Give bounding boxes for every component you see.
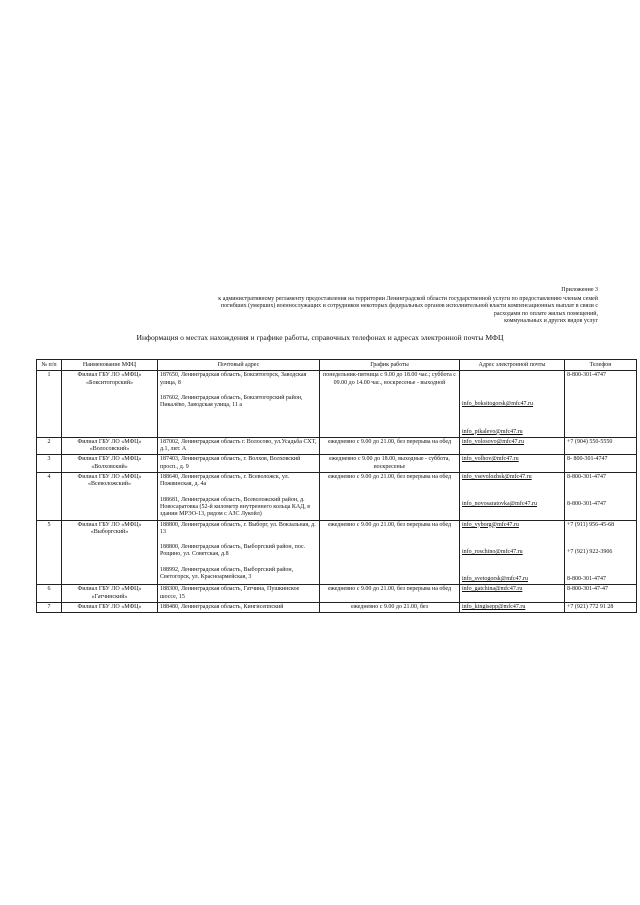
email-link[interactable]: info_volhov@mfc47.ru <box>462 456 519 463</box>
table-header-row <box>37 360 637 371</box>
phone-cell <box>565 603 637 613</box>
postal-address-cell <box>158 473 320 520</box>
email-cell <box>460 603 565 613</box>
email-cell <box>460 437 565 455</box>
postal-address: 188480, Ленинградская область, Кингисеппский <box>160 604 284 611</box>
phone-number: +7 (921) 922-3906 <box>567 548 613 555</box>
phone-cell <box>565 437 637 455</box>
phone-number: 8-800-301-4747 <box>567 474 606 481</box>
phone-number: +7 (904) 550-5550 <box>567 438 613 445</box>
col-header-email: Адрес электронной почты <box>460 360 565 371</box>
table-row <box>37 585 637 603</box>
appendix-line: к административному регламенту предоставления на территории Ленинградской области государственной услуги по предоставлению членам семей <box>218 295 598 302</box>
postal-address: 187403, Ленинградская область, г. Волхов, Волховский просп., д. 9 <box>160 456 301 470</box>
phone-number: 8- 800-301-4747 <box>567 456 608 463</box>
email-link[interactable]: info_roschino@mfc47.ru <box>462 548 523 555</box>
phone-cell <box>565 520 637 585</box>
appendix-line: расходами по оплате жилых помещений, <box>493 310 598 317</box>
email-link[interactable]: info_boksitogorsk@mfc47.ru <box>462 401 534 408</box>
appendix-note <box>218 287 598 326</box>
work-schedule: ежедневно с 9.00 до 18.00, выходные - суббота, воскресенье <box>320 455 460 473</box>
mfc-name: Филиал ГБУ ЛО «МФЦ» «Волосовский» <box>62 437 158 455</box>
phone-cell <box>565 585 637 603</box>
email-cell <box>460 520 565 585</box>
row-number: 6 <box>37 585 62 603</box>
work-schedule: понедельник-пятница с 9.00 до 18.00 час.; суббота с 09.00 до 14.00 час., воскресенье - выходной <box>320 371 460 438</box>
col-header-name: Наименование МФЦ <box>62 360 158 371</box>
email-link[interactable]: info_novosaratovka@mfc47.ru <box>462 501 538 508</box>
phone-number: 8-800-301-4747 <box>567 372 606 379</box>
email-link[interactable]: info_vyborg@mfc47.ru <box>462 521 519 528</box>
email-link[interactable]: info_svetogorsk@mfc47.ru <box>462 576 529 583</box>
work-schedule: ежедневно с 9.00 до 21.00, без перерыва на обед <box>320 585 460 603</box>
mfc-name: Филиал ГБУ ЛО «МФЦ» «Бокситогорский» <box>62 371 158 438</box>
table-body <box>37 371 637 613</box>
row-number: 4 <box>37 473 62 520</box>
col-header-number: № п/п <box>37 360 62 371</box>
mfc-name: Филиал ГБУ ЛО «МФЦ» «Всеволожский» <box>62 473 158 520</box>
table-row <box>37 371 637 438</box>
phone-number: +7 (911) 956-45-68 <box>567 521 615 528</box>
table-row <box>37 520 637 585</box>
table-row <box>37 455 637 473</box>
phone-number: 8-800-301-4747 <box>567 501 606 508</box>
document-title: Информация о местах нахождения и графике работы, справочных телефонах и адресах электронной почты МФЦ <box>136 333 504 342</box>
phone-number <box>567 400 634 407</box>
postal-address-cell <box>158 585 320 603</box>
table-row <box>37 603 637 613</box>
email-cell <box>460 371 565 438</box>
mfc-table <box>36 359 637 613</box>
col-header-phone: Телефон <box>565 360 637 371</box>
row-number: 5 <box>37 520 62 585</box>
col-header-schedule: График работы <box>320 360 460 371</box>
mfc-name: Филиал ГБУ ЛО «МФЦ» «Выборгский» <box>62 520 158 585</box>
col-header-address: Почтовый адрес <box>158 360 320 371</box>
phone-number: +7 (921) 772 91 28 <box>567 604 614 611</box>
mfc-name: Филиал ГБУ ЛО «МФЦ» «Гатчинский» <box>62 585 158 603</box>
phone-cell <box>565 371 637 438</box>
table-row <box>37 437 637 455</box>
postal-address-cell <box>158 603 320 613</box>
postal-address: 188300, Ленинградская область, Гатчина, Пушкинское шоссе, 15 <box>160 586 300 600</box>
email-link[interactable]: info_gatchina@mfc47.ru <box>462 586 523 593</box>
work-schedule: ежедневно с 9.00 до 21.00, без перерыва на обед <box>320 437 460 455</box>
email-link[interactable]: info_pikalevo@mfc47.ru <box>462 428 523 435</box>
phone-cell <box>565 455 637 473</box>
appendix-line: коммунальных и других видов услуг <box>504 318 598 324</box>
email-cell <box>460 473 565 520</box>
work-schedule: ежедневно с 9.00 до 21.00, без перерыва на обед <box>320 473 460 520</box>
appendix-line: погибших (умерших) военнослужащих и сотрудников некоторых федеральных органов исполнительной власти компенсационных выплат в связи с <box>220 303 598 309</box>
postal-address: 188681, Ленинградская область, Всеволожский район, д. Новосаратовка (52-й километр внутреннего кольца КАД, в здании МРЭО-13, рядом с АЗС Лукойл) <box>160 496 311 518</box>
row-number: 7 <box>37 603 62 613</box>
email-link[interactable]: info_vsevolozhsk@mfc47.ru <box>462 474 532 481</box>
postal-address: 188800, Ленинградская область, г. Выборг, ул. Вокзальная, д. 13 <box>160 521 316 535</box>
postal-address-cell <box>158 437 320 455</box>
row-number: 2 <box>37 437 62 455</box>
mfc-name: Филиал ГБУ ЛО «МФЦ» <box>62 603 158 613</box>
postal-address: 187002, Ленинградская область г. Волосово, ул.Усадьба СХТ, д.1, лит. А <box>160 438 317 453</box>
postal-address: 188800, Ленинградская область, Выборгский район, пос. Рощино, ул. Советская, д.8 <box>160 544 306 558</box>
work-schedule: ежедневно с 9.00 до 21.00, без перерыва на обед <box>320 520 460 585</box>
phone-number: 8-800-301-4747 <box>567 576 606 583</box>
postal-address: 187602, Ленинградская область, Бокситогорский район, Пикалёво, Заводская улица, 11 а <box>160 394 303 409</box>
row-number: 3 <box>37 455 62 473</box>
postal-address-cell <box>158 520 320 585</box>
email-link[interactable]: info_volosovo@mfc47.ru <box>462 438 525 445</box>
row-number: 1 <box>37 371 62 438</box>
email-link[interactable]: info_kingisepp@mfc47.ru <box>462 604 526 611</box>
work-schedule: ежедневно с 9.00 до 21.00, без <box>320 603 460 613</box>
mfc-name: Филиал ГБУ ЛО «МФЦ» «Волховский» <box>62 455 158 473</box>
email-cell <box>460 585 565 603</box>
postal-address: 187650, Ленинградская область, Бокситогорск, Заводская улица, 8 <box>160 372 307 386</box>
postal-address-cell <box>158 371 320 438</box>
phone-number: 8-800-301-47-47 <box>567 586 608 593</box>
postal-address: 188640, Ленинградская область, г. Всеволожск, ул. Пожвинская, д. 4а <box>160 474 290 488</box>
phone-cell <box>565 473 637 520</box>
postal-address: 188992, Ленинградская область, Выборгский район, Светогорск, ул. Красноармейская, 3 <box>160 566 294 581</box>
table-row <box>37 473 637 520</box>
appendix-title: Приложение 3 <box>561 287 598 293</box>
email-cell <box>460 455 565 473</box>
postal-address-cell <box>158 455 320 473</box>
